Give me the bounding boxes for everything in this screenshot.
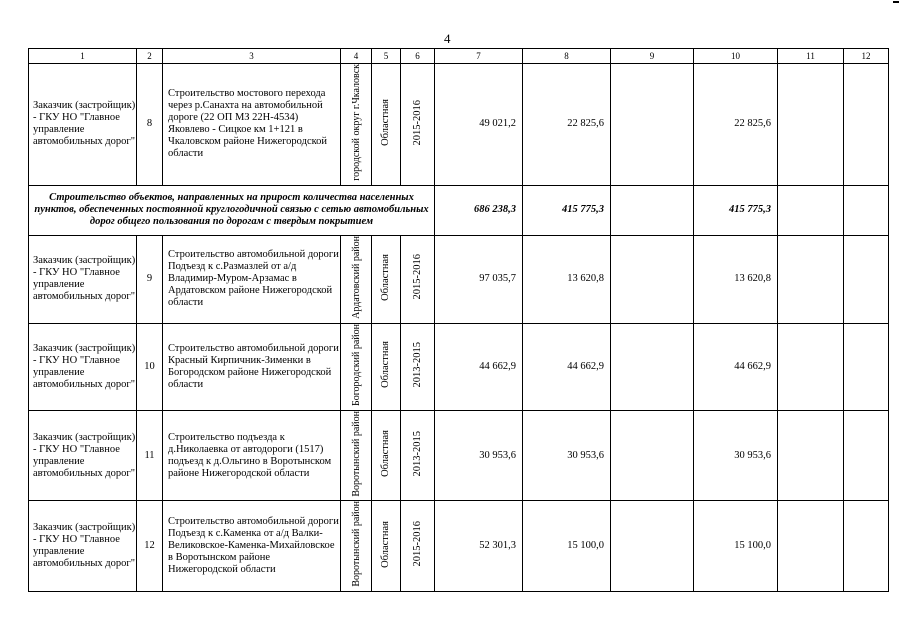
level-cell: Областная <box>372 64 401 186</box>
level-cell: Областная <box>372 501 401 592</box>
level-cell: Областная <box>372 235 401 323</box>
district-cell: Богородский район <box>341 323 372 410</box>
header-cell: 10 <box>694 49 778 64</box>
period-cell: 2013-2015 <box>401 323 435 410</box>
customer-cell: Заказчик (застройщик) - ГКУ НО "Главное управление автомобильных дорог" <box>29 410 137 501</box>
value-cell-9 <box>611 501 694 592</box>
value-cell-12 <box>844 323 889 410</box>
value-cell-10: 15 100,0 <box>694 501 778 592</box>
value-cell-8: 30 953,6 <box>523 410 611 501</box>
header-cell: 7 <box>435 49 523 64</box>
value-cell-10: 30 953,6 <box>694 410 778 501</box>
row-number-cell: 11 <box>137 410 163 501</box>
period-cell: 2015-2016 <box>401 501 435 592</box>
row-number-cell: 10 <box>137 323 163 410</box>
value-cell-9 <box>611 235 694 323</box>
period-cell: 2015-2016 <box>401 235 435 323</box>
value-cell-11 <box>778 501 844 592</box>
value-cell-10: 22 825,6 <box>694 64 778 186</box>
level-cell: Областная <box>372 410 401 501</box>
value-cell-12 <box>844 64 889 186</box>
district-cell: городской округ г.Чкаловск <box>341 64 372 186</box>
value-cell-11 <box>778 323 844 410</box>
customer-cell: Заказчик (застройщик) - ГКУ НО "Главное управление автомобильных дорог" <box>29 501 137 592</box>
header-cell: 12 <box>844 49 889 64</box>
header-cell: 3 <box>163 49 341 64</box>
row-number-cell: 12 <box>137 501 163 592</box>
table-row <box>29 410 889 501</box>
district-cell: Воротынский район <box>341 410 372 501</box>
investment-table <box>28 48 889 592</box>
table-row <box>29 501 889 592</box>
customer-cell: Заказчик (застройщик) - ГКУ НО "Главное управление автомобильных дорог" <box>29 323 137 410</box>
row-number-cell: 9 <box>137 235 163 323</box>
header-row <box>29 49 889 64</box>
section-value-12 <box>844 185 889 235</box>
value-cell-7: 97 035,7 <box>435 235 523 323</box>
header-cell: 11 <box>778 49 844 64</box>
header-cell: 4 <box>341 49 372 64</box>
section-value-9 <box>611 185 694 235</box>
value-cell-12 <box>844 235 889 323</box>
level-cell: Областная <box>372 323 401 410</box>
header-cell: 2 <box>137 49 163 64</box>
object-cell: Строительство подъезда к д.Николаевка от автодороги (1517) подъезд к д.Ольгино в Воротынском районе Нижегородской области <box>163 410 341 501</box>
object-cell: Строительство автомобильной дороги Подъезд к с.Размазлей от а/д Владимир-Муром-Арзамас в Ардатовском районе Нижегородской области <box>163 235 341 323</box>
section-value-8: 415 775,3 <box>523 185 611 235</box>
value-cell-12 <box>844 501 889 592</box>
page-number: 4 <box>444 31 451 46</box>
table-row <box>29 64 889 186</box>
section-title: Строительство объектов, направленных на прирост количества населенных пунктов, обеспеченных постоянной круглогодичной связью с сетью автомобильных дорог общего пользования по дорогам с твердым покрытием <box>29 185 435 235</box>
object-cell: Строительство автомобильной дороги Подъезд к с.Каменка от а/д Валки-Великовское-Каменка-Михайловское в Воротынском районе Нижегородской области <box>163 501 341 592</box>
value-cell-10: 44 662,9 <box>694 323 778 410</box>
header-cell: 5 <box>372 49 401 64</box>
value-cell-8: 13 620,8 <box>523 235 611 323</box>
district-cell: Воротынский район <box>341 501 372 592</box>
value-cell-8: 44 662,9 <box>523 323 611 410</box>
value-cell-9 <box>611 410 694 501</box>
header-cell: 1 <box>29 49 137 64</box>
value-cell-8: 22 825,6 <box>523 64 611 186</box>
table-row <box>29 323 889 410</box>
table-row <box>29 235 889 323</box>
value-cell-8: 15 100,0 <box>523 501 611 592</box>
header-cell: 8 <box>523 49 611 64</box>
section-row <box>29 185 889 235</box>
customer-cell: Заказчик (застройщик) - ГКУ НО "Главное управление автомобильных дорог" <box>29 64 137 186</box>
row-number-cell: 8 <box>137 64 163 186</box>
value-cell-9 <box>611 323 694 410</box>
period-cell: 2015-2016 <box>401 64 435 186</box>
value-cell-10: 13 620,8 <box>694 235 778 323</box>
value-cell-7: 44 662,9 <box>435 323 523 410</box>
district-cell: Ардатовский район <box>341 235 372 323</box>
scan-corner-mark <box>893 1 899 3</box>
section-value-10: 415 775,3 <box>694 185 778 235</box>
value-cell-11 <box>778 235 844 323</box>
object-cell: Строительство автомобильной дороги Красный Кирпичник-Зименки в Богородском районе Нижегородской области <box>163 323 341 410</box>
section-value-7: 686 238,3 <box>435 185 523 235</box>
value-cell-7: 30 953,6 <box>435 410 523 501</box>
customer-cell: Заказчик (застройщик) - ГКУ НО "Главное управление автомобильных дорог" <box>29 235 137 323</box>
header-cell: 9 <box>611 49 694 64</box>
period-cell: 2013-2015 <box>401 410 435 501</box>
value-cell-7: 52 301,3 <box>435 501 523 592</box>
value-cell-11 <box>778 410 844 501</box>
value-cell-12 <box>844 410 889 501</box>
value-cell-11 <box>778 64 844 186</box>
value-cell-9 <box>611 64 694 186</box>
section-value-11 <box>778 185 844 235</box>
value-cell-7: 49 021,2 <box>435 64 523 186</box>
object-cell: Строительство мостового перехода через р.Санахта на автомобильной дороге (22 ОП МЗ 22Н-4534) Яковлево - Сицкое км 1+121 в Чкаловском районе Нижегородской области <box>163 64 341 186</box>
header-cell: 6 <box>401 49 435 64</box>
